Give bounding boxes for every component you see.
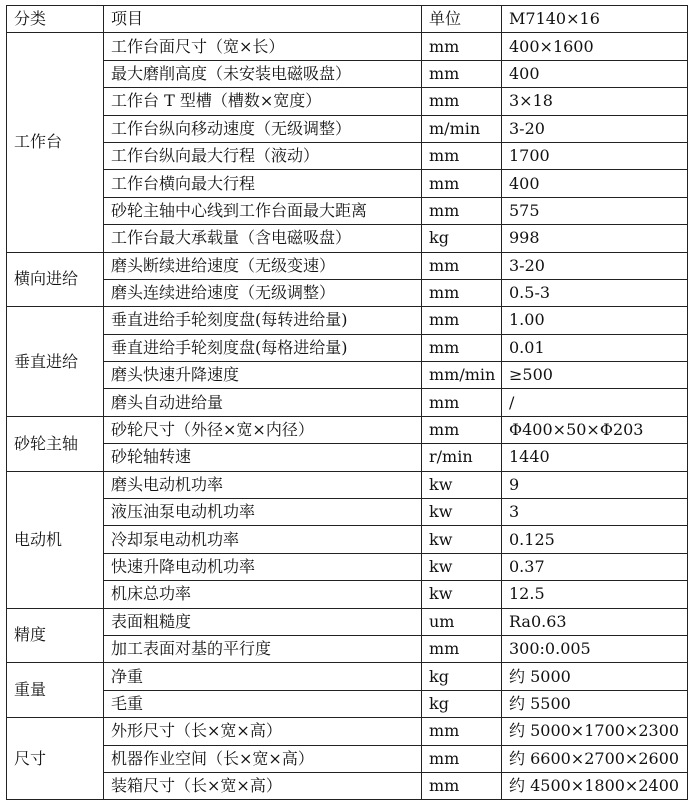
value-cell: 400×1600 — [502, 33, 688, 60]
value-cell: 1700 — [502, 142, 688, 169]
item-cell: 机器作业空间（长×宽×高） — [104, 745, 422, 772]
value-cell: Φ400×50×Φ203 — [502, 416, 688, 443]
header-unit: 单位 — [422, 6, 502, 33]
value-cell: 300:0.005 — [502, 635, 688, 662]
table-row — [7, 471, 688, 498]
value-cell: 1440 — [502, 444, 688, 471]
item-cell: 液压油泵电动机功率 — [104, 499, 422, 526]
table-row — [7, 444, 688, 471]
value-cell: 约 6600×2700×2600 — [502, 745, 688, 772]
table-row — [7, 499, 688, 526]
unit-cell: mm — [422, 307, 502, 334]
item-cell: 砂轮尺寸（外径×宽×内径） — [104, 416, 422, 443]
unit-cell: mm — [422, 33, 502, 60]
table-row — [7, 307, 688, 334]
header-value: M7140×16 — [502, 6, 688, 33]
unit-cell: kw — [422, 526, 502, 553]
item-cell: 磨头电动机功率 — [104, 471, 422, 498]
table-row — [7, 197, 688, 224]
value-cell: 0.5-3 — [502, 279, 688, 306]
item-cell: 磨头快速升降速度 — [104, 362, 422, 389]
table-row — [7, 526, 688, 553]
unit-cell: mm — [422, 745, 502, 772]
unit-cell: mm — [422, 635, 502, 662]
value-cell: 3×18 — [502, 88, 688, 115]
value-cell: 3 — [502, 499, 688, 526]
item-cell: 砂轮轴转速 — [104, 444, 422, 471]
value-cell: 约 5000 — [502, 663, 688, 690]
table-row — [7, 745, 688, 772]
unit-cell: mm — [422, 170, 502, 197]
item-cell: 工作台 T 型槽（槽数×宽度） — [104, 88, 422, 115]
unit-cell: mm — [422, 279, 502, 306]
item-cell: 装箱尺寸（长×宽×高） — [104, 772, 422, 799]
table-row — [7, 252, 688, 279]
category-cell: 横向进给 — [7, 252, 104, 307]
spec-body — [7, 33, 688, 800]
value-cell: 0.37 — [502, 553, 688, 580]
item-cell: 外形尺寸（长×宽×高） — [104, 718, 422, 745]
table-row — [7, 416, 688, 443]
unit-cell: kw — [422, 553, 502, 580]
category-cell: 电动机 — [7, 471, 104, 608]
item-cell: 工作台横向最大行程 — [104, 170, 422, 197]
table-row — [7, 88, 688, 115]
table-row — [7, 772, 688, 799]
unit-cell: mm/min — [422, 362, 502, 389]
unit-cell: mm — [422, 60, 502, 87]
value-cell: Ra0.63 — [502, 608, 688, 635]
unit-cell: kg — [422, 663, 502, 690]
table-row — [7, 33, 688, 60]
table-row — [7, 581, 688, 608]
table-row — [7, 389, 688, 416]
item-cell: 冷却泵电动机功率 — [104, 526, 422, 553]
category-cell: 尺寸 — [7, 718, 104, 800]
unit-cell: kw — [422, 471, 502, 498]
value-cell: 0.125 — [502, 526, 688, 553]
header-category: 分类 — [7, 6, 104, 33]
unit-cell: kg — [422, 225, 502, 252]
value-cell: 1.00 — [502, 307, 688, 334]
table-row — [7, 362, 688, 389]
table-row — [7, 170, 688, 197]
table-row — [7, 279, 688, 306]
unit-cell: m/min — [422, 115, 502, 142]
category-cell: 砂轮主轴 — [7, 416, 104, 471]
unit-cell: kw — [422, 499, 502, 526]
item-cell: 工作台最大承载量（含电磁吸盘） — [104, 225, 422, 252]
item-cell: 最大磨削高度（未安装电磁吸盘） — [104, 60, 422, 87]
header-row — [7, 6, 688, 33]
item-cell: 垂直进给手轮刻度盘(每转进给量) — [104, 307, 422, 334]
unit-cell: mm — [422, 142, 502, 169]
value-cell: 3-20 — [502, 252, 688, 279]
item-cell: 机床总功率 — [104, 581, 422, 608]
unit-cell: kw — [422, 581, 502, 608]
item-cell: 磨头断续进给速度（无级变速） — [104, 252, 422, 279]
table-row — [7, 553, 688, 580]
value-cell: 约 5000×1700×2300 — [502, 718, 688, 745]
category-cell: 垂直进给 — [7, 307, 104, 417]
value-cell: 400 — [502, 60, 688, 87]
item-cell: 毛重 — [104, 690, 422, 717]
item-cell: 工作台面尺寸（宽×长） — [104, 33, 422, 60]
table-row — [7, 334, 688, 361]
item-cell: 工作台纵向最大行程（液动） — [104, 142, 422, 169]
table-row — [7, 635, 688, 662]
item-cell: 快速升降电动机功率 — [104, 553, 422, 580]
unit-cell: r/min — [422, 444, 502, 471]
table-row — [7, 663, 688, 690]
item-cell: 加工表面对基的平行度 — [104, 635, 422, 662]
unit-cell: um — [422, 608, 502, 635]
item-cell: 砂轮主轴中心线到工作台面最大距离 — [104, 197, 422, 224]
table-row — [7, 225, 688, 252]
header-item: 项目 — [104, 6, 422, 33]
item-cell: 垂直进给手轮刻度盘(每格进给量) — [104, 334, 422, 361]
table-row — [7, 608, 688, 635]
value-cell: 约 4500×1800×2400 — [502, 772, 688, 799]
unit-cell: mm — [422, 772, 502, 799]
table-row — [7, 60, 688, 87]
value-cell: 998 — [502, 225, 688, 252]
unit-cell: mm — [422, 389, 502, 416]
unit-cell: mm — [422, 88, 502, 115]
value-cell: 400 — [502, 170, 688, 197]
item-cell: 磨头连续进给速度（无级调整） — [104, 279, 422, 306]
unit-cell: mm — [422, 416, 502, 443]
table-row — [7, 142, 688, 169]
table-row — [7, 115, 688, 142]
unit-cell: kg — [422, 690, 502, 717]
value-cell: 3-20 — [502, 115, 688, 142]
value-cell: 9 — [502, 471, 688, 498]
item-cell: 净重 — [104, 663, 422, 690]
item-cell: 磨头自动进给量 — [104, 389, 422, 416]
value-cell: 575 — [502, 197, 688, 224]
value-cell: / — [502, 389, 688, 416]
spec-table — [6, 5, 688, 800]
category-cell: 重量 — [7, 663, 104, 718]
table-row — [7, 690, 688, 717]
value-cell: 约 5500 — [502, 690, 688, 717]
unit-cell: mm — [422, 334, 502, 361]
category-cell: 精度 — [7, 608, 104, 663]
unit-cell: mm — [422, 252, 502, 279]
value-cell: 0.01 — [502, 334, 688, 361]
item-cell: 表面粗糙度 — [104, 608, 422, 635]
table-row — [7, 718, 688, 745]
item-cell: 工作台纵向移动速度（无级调整） — [104, 115, 422, 142]
value-cell: ≥500 — [502, 362, 688, 389]
value-cell: 12.5 — [502, 581, 688, 608]
category-cell: 工作台 — [7, 33, 104, 252]
unit-cell: mm — [422, 718, 502, 745]
unit-cell: mm — [422, 197, 502, 224]
